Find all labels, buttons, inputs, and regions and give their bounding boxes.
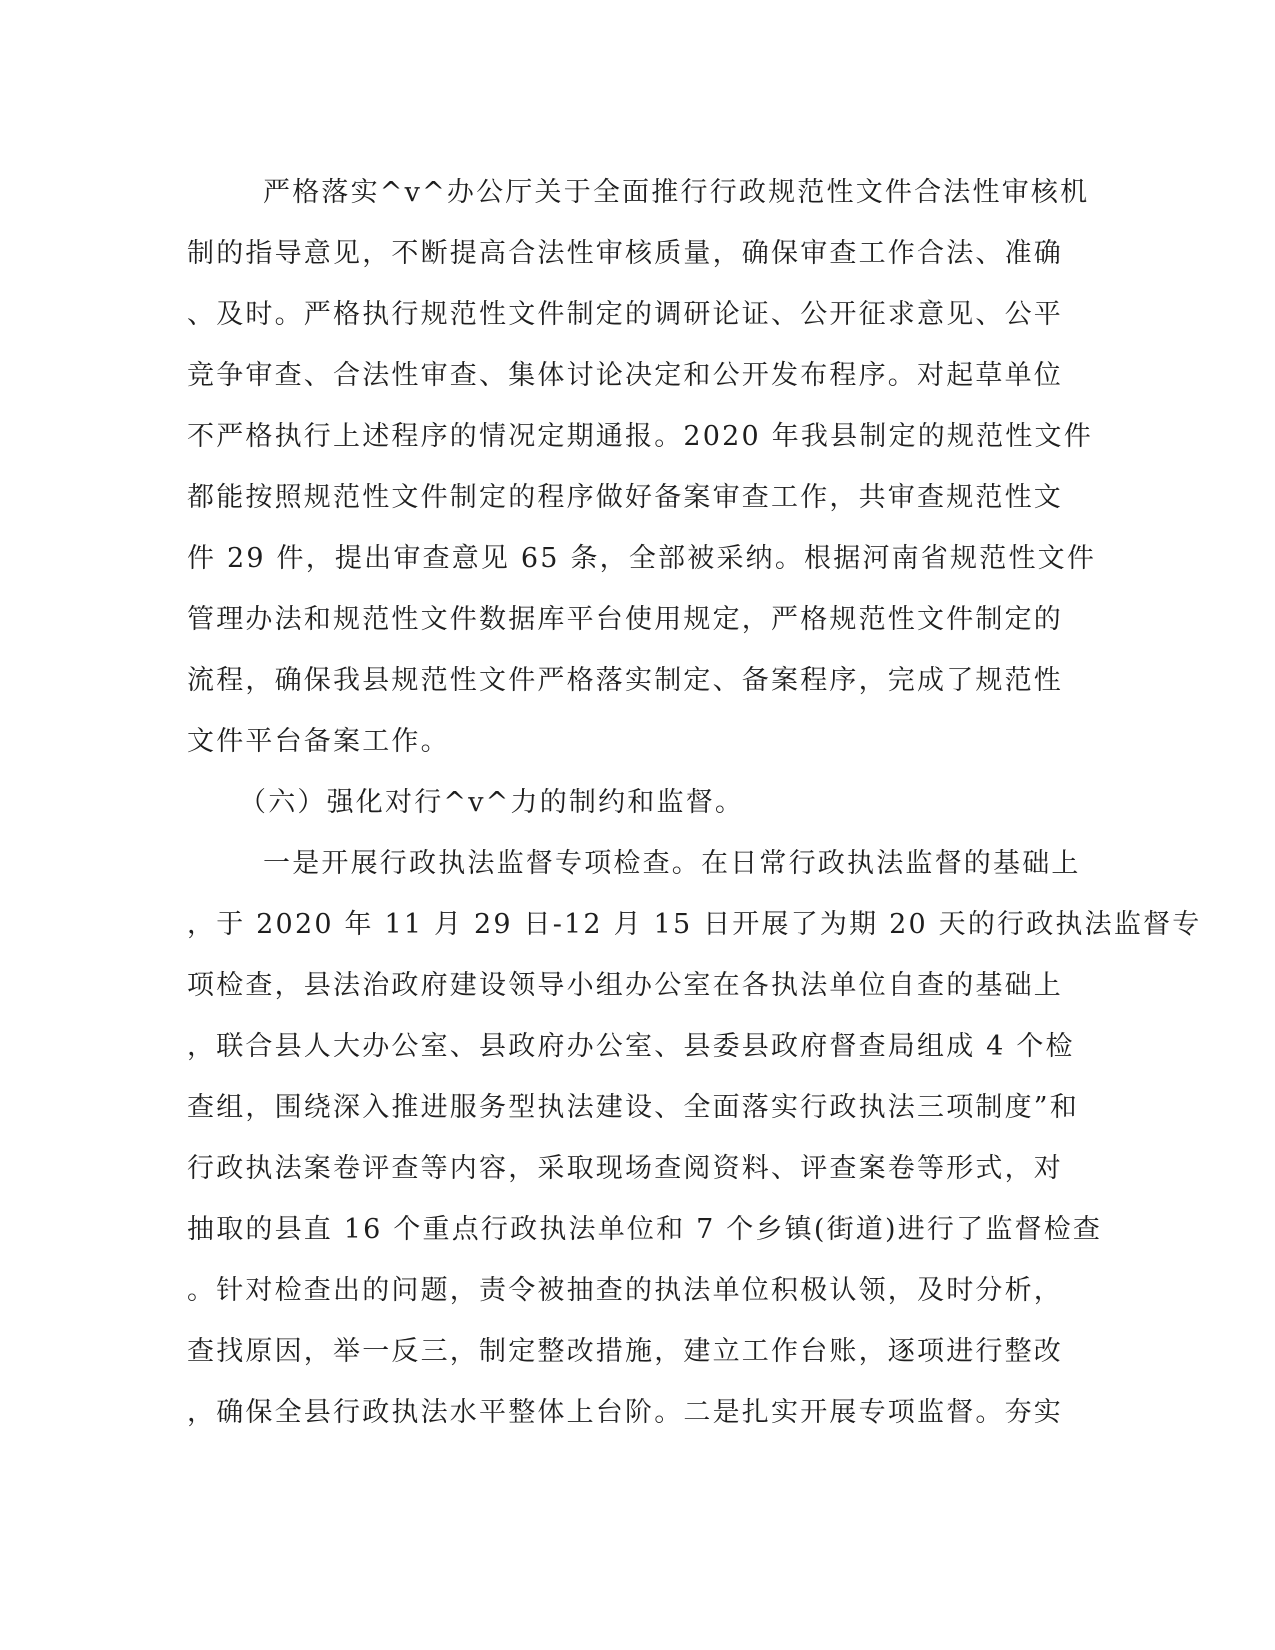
paragraph-line: 一是开展行政执法监督专项检查。在日常行政执法监督的基础上 [263, 848, 1081, 879]
section-heading: （六）强化对行^v^力的制约和监督。 [239, 787, 745, 818]
paragraph-line: 查找原因，举一反三，制定整改措施，建立工作台账，逐项进行整改 [187, 1336, 1063, 1367]
paragraph-line: ，于 2020 年 11 月 29 日-12 月 15 日开展了为期 20 天的行政执法监督专 [187, 909, 1202, 940]
paragraph-line: 都能按照规范性文件制定的程序做好备案审查工作，共审查规范性文 [187, 482, 1063, 513]
document-body [187, 162, 1202, 1443]
paragraph-line: 件 29 件，提出审查意见 65 条，全部被采纳。根据河南省规范性文件 [187, 543, 1097, 574]
paragraph-line: 流程，确保我县规范性文件严格落实制定、备案程序，完成了规范性 [187, 665, 1063, 696]
paragraph-line: 行政执法案卷评查等内容，采取现场查阅资料、评查案卷等形式，对 [187, 1153, 1063, 1184]
paragraph-line: 不严格执行上述程序的情况定期通报。2020 年我县制定的规范性文件 [187, 421, 1093, 452]
paragraph-line: 项检查，县法治政府建设领导小组办公室在各执法单位自查的基础上 [187, 970, 1063, 1001]
paragraph-line: 抽取的县直 16 个重点行政执法单位和 7 个乡镇(街道)进行了监督检查 [187, 1214, 1103, 1245]
paragraph-line: ，确保全县行政执法水平整体上台阶。二是扎实开展专项监督。夯实 [187, 1397, 1063, 1428]
paragraph-line: 制的指导意见，不断提高合法性审核质量，确保审查工作合法、准确 [187, 238, 1063, 269]
paragraph-line: 管理办法和规范性文件数据库平台使用规定，严格规范性文件制定的 [187, 604, 1063, 635]
paragraph-line: 、及时。严格执行规范性文件制定的调研论证、公开征求意见、公平 [187, 299, 1063, 330]
paragraph-line: ，联合县人大办公室、县政府办公室、县委县政府督查局组成 4 个检 [187, 1031, 1075, 1062]
paragraph-line: 。针对检查出的问题，责令被抽查的执法单位积极认领，及时分析， [187, 1275, 1063, 1306]
paragraph-line: 严格落实^v^办公厅关于全面推行行政规范性文件合法性审核机 [263, 177, 1090, 208]
paragraph-line: 文件平台备案工作。 [187, 726, 450, 757]
paragraph-line: 竞争审查、合法性审查、集体讨论决定和公开发布程序。对起草单位 [187, 360, 1063, 391]
paragraph-line: 查组，围绕深入推进服务型执法建设、全面落实行政执法三项制度”和 [187, 1092, 1080, 1123]
